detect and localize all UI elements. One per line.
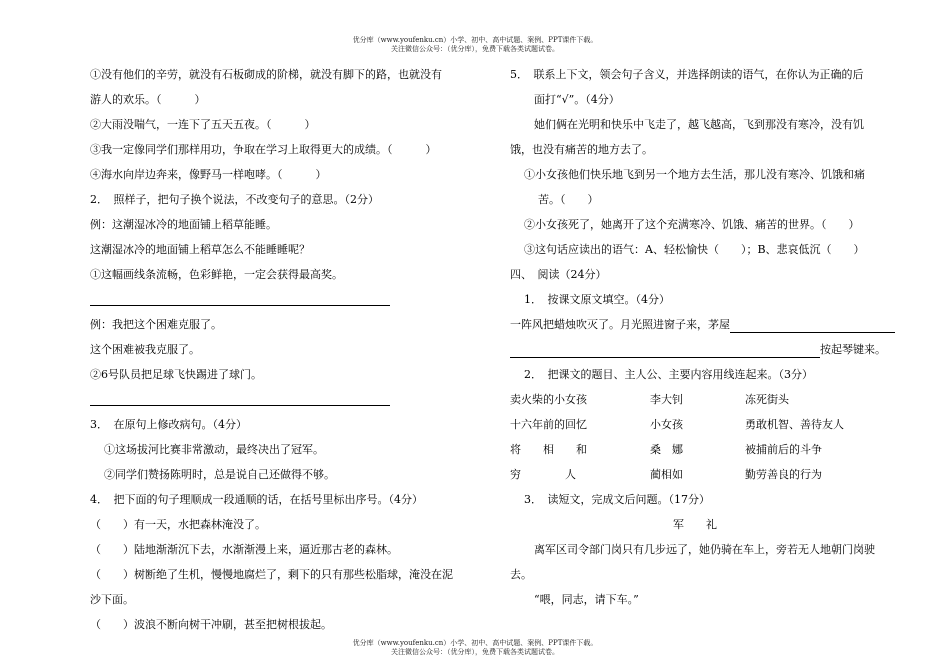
question-2-example-2-answer: 这个困难被我克服了。 xyxy=(90,343,200,356)
reading-2-title: 2． 把课文的题目、主人公、主要内容用线连起来。（3分） xyxy=(524,368,813,381)
question-1-item-3: ③我一定像同学们那样用功，争取在学习上取得更大的成绩。（ ） xyxy=(90,143,437,156)
question-5-title-cont: 面打“√”。（4分） xyxy=(534,93,620,106)
question-4-sentence-3: （ ）树断绝了生机，慢慢地腐烂了，剩下的只有那些松脂球，淹没在泥 xyxy=(90,568,453,581)
question-4-title: 4． 把下面的句子理顺成一段通顺的话，在括号里标出序号。（4分） xyxy=(90,493,423,506)
match-row xyxy=(510,387,880,412)
section-4-title: 四、 阅读（24分） xyxy=(510,268,607,281)
question-3-item-2: ②同学们赞扬陈明时，总是说自己还做得不够。 xyxy=(104,468,335,481)
header-line-1: 优分库（www.youfenku.cn）小学、初中、高中试题、案例、PPT课件下载。 xyxy=(352,36,598,44)
question-4-sentence-4: （ ）波浪不断向树干冲刷，甚至把树根拔起。 xyxy=(90,618,332,631)
match-title[interactable]: 十六年前的回忆 xyxy=(510,418,587,431)
right-column xyxy=(510,62,886,612)
fill-blank-2[interactable] xyxy=(510,343,820,358)
passage-title: 军 礼 xyxy=(673,518,717,531)
question-2-example-2: 例：我把这个困难克服了。 xyxy=(90,318,222,331)
question-5-option-1-cont: 苦。（ ） xyxy=(538,193,599,206)
reading-1-text: 一阵风把蜡烛吹灭了。月光照进窗子来，茅屋 xyxy=(510,318,730,331)
question-1-item-1: ①没有他们的辛劳，就没有石板砌成的阶梯，就没有脚下的路，也就没有 xyxy=(90,68,442,81)
question-5-passage-cont: 饿，也没有痛苦的地方去了。 xyxy=(510,143,653,156)
question-1-item-2: ②大雨没喘气，一连下了五天五夜。（ ） xyxy=(90,118,316,131)
question-4-sentence-3-cont: 沙下面。 xyxy=(90,593,134,606)
passage-paragraph-1: 离军区司令部门岗只有几步远了，她仍骑在车上，旁若无人地朝门岗驶 xyxy=(534,543,875,556)
answer-line-1[interactable] xyxy=(90,287,470,312)
match-character[interactable]: 桑 娜 xyxy=(650,443,683,456)
match-character[interactable]: 蔺相如 xyxy=(650,468,683,481)
page-header xyxy=(0,36,950,54)
reading-1-fill-cont xyxy=(510,337,886,362)
question-5-passage: 她们俩在光明和快乐中飞走了，越飞越高，飞到那没有寒冷，没有饥 xyxy=(534,118,864,131)
page-footer xyxy=(0,639,950,657)
question-4-sentence-1: （ ）有一天，水把森林淹没了。 xyxy=(90,518,266,531)
match-character[interactable]: 李大钊 xyxy=(650,393,683,406)
match-title[interactable]: 将 相 和 xyxy=(510,443,587,456)
fill-blank-1[interactable] xyxy=(730,318,895,333)
match-title[interactable]: 卖火柴的小女孩 xyxy=(510,393,587,406)
question-3-title: 3． 在原句上修改病句。（4分） xyxy=(90,418,247,431)
question-2-item-1: ①这幅画线条流畅，色彩鲜艳，一定会获得最高奖。 xyxy=(90,268,343,281)
match-content[interactable]: 勇敢机智、善待友人 xyxy=(745,418,844,431)
question-2-example-answer: 这潮湿冰冷的地面铺上稻草怎么不能睡睡呢？ xyxy=(90,243,310,256)
question-5-option-1: ①小女孩他们快乐地飞到另一个地方去生活，那儿没有寒冷、饥饿和痛 xyxy=(524,168,865,181)
left-column xyxy=(90,62,470,637)
match-title[interactable]: 穷 人 xyxy=(510,468,576,481)
question-5-option-3: ③这句话应读出的语气：A、轻松愉快（ ）；B、悲哀低沉（ ） xyxy=(524,243,865,256)
match-character[interactable]: 小女孩 xyxy=(650,418,683,431)
passage-paragraph-2: “喂，同志，请下车。” xyxy=(534,593,639,606)
match-content[interactable]: 被捕前后的斗争 xyxy=(745,443,822,456)
question-1-item-4: ④海水向岸边奔来，像野马一样咆哮。（ ） xyxy=(90,168,327,181)
answer-line-2[interactable] xyxy=(90,387,470,412)
question-2-item-2: ②6号队员把足球飞快踢进了球门。 xyxy=(90,368,262,381)
footer-line-1: 优分库（www.youfenku.cn）小学、初中、高中试题、案例、PPT课件下载。 xyxy=(352,639,598,647)
footer-line-2: 关注微信公众号：（优分库），免费下载各类试题试卷。 xyxy=(391,648,559,656)
reading-1-fill xyxy=(510,312,880,337)
match-content[interactable]: 冻死街头 xyxy=(745,393,789,406)
question-5-option-2: ②小女孩死了，她离开了这个充满寒冷、饥饿、痛苦的世界。（ ） xyxy=(524,218,860,231)
passage-paragraph-1-cont: 去。 xyxy=(510,568,532,581)
match-row xyxy=(510,437,880,462)
reading-1-text-end: 按起琴键来。 xyxy=(820,343,886,356)
header-line-2: 关注微信公众号：（优分库），免费下载各类试题试卷。 xyxy=(391,45,559,53)
question-3-item-1: ①这场拔河比赛非常激动，最终决出了冠军。 xyxy=(104,443,324,456)
question-1-item-1-cont: 游人的欢乐。（ ） xyxy=(90,93,206,106)
reading-1-title: 1． 按课文原文填空。（4分） xyxy=(524,293,670,306)
question-2-title: 2． 照样子，把句子换个说法，不改变句子的意思。（2分） xyxy=(90,193,379,206)
match-row xyxy=(510,412,880,437)
question-5-title: 5． 联系上下文，领会句子含义，并选择朗读的语气，在你认为正确的后 xyxy=(510,68,864,81)
question-4-sentence-2: （ ）陆地渐渐沉下去，水渐渐漫上来，逼近那古老的森林。 xyxy=(90,543,398,556)
question-2-example: 例：这潮湿冰冷的地面铺上稻草能睡。 xyxy=(90,218,277,231)
match-content[interactable]: 勤劳善良的行为 xyxy=(745,468,822,481)
reading-3-title: 3． 读短文，完成文后问题。（17分） xyxy=(524,493,710,506)
match-row xyxy=(510,462,880,487)
